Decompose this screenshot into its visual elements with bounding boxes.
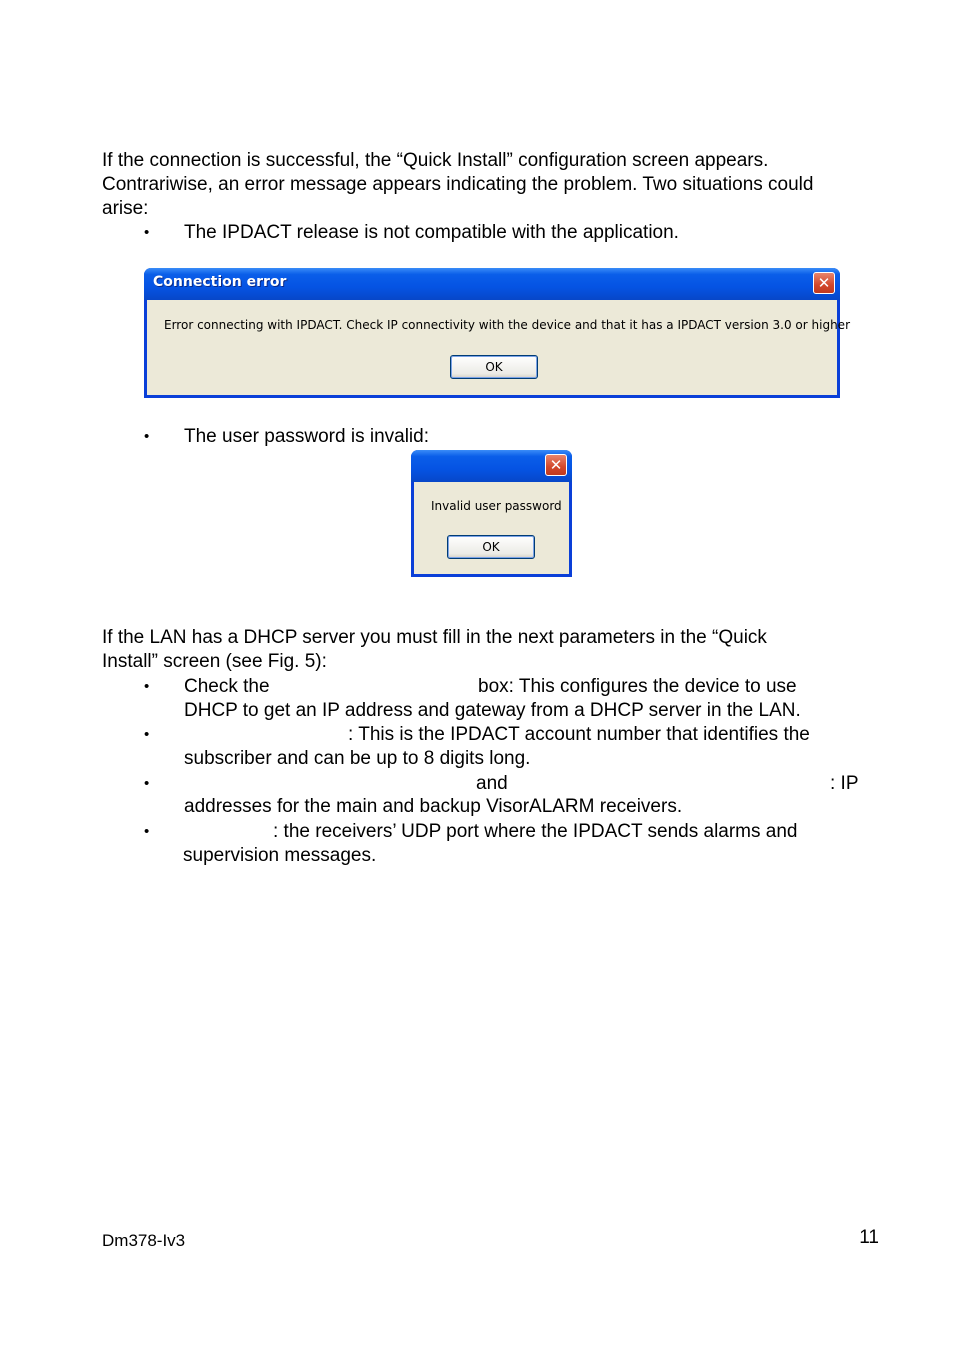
param-4-text-b: supervision messages. [183, 845, 377, 866]
situation-2-text: The user password is invalid: [184, 426, 429, 447]
bullet: • [144, 775, 150, 792]
dhcp-intro-line-2: Install” screen (see Fig. 5): [102, 651, 327, 672]
param-1-text-b: box: This configures the device to use [478, 676, 797, 697]
dialog-title: Connection error [153, 274, 287, 290]
dialog-message: Invalid user password [431, 499, 562, 513]
param-1-text-a: Check the [184, 676, 270, 697]
bullet: • [144, 678, 150, 695]
param-2-text-a: : This is the IPDACT account number that identifies the [348, 724, 810, 745]
param-2-text-b: subscriber and can be up to 8 digits long. [184, 748, 531, 769]
situation-1-text: The IPDACT release is not compatible with the application. [184, 222, 679, 243]
intro-line-2: Contrariwise, an error message appears indicating the problem. Two situations could [102, 174, 814, 195]
intro-line-3: arise: [102, 198, 149, 219]
ok-button[interactable]: OK [447, 535, 535, 559]
param-3-text-a: and [476, 773, 508, 794]
param-3-text-c: addresses for the main and backup VisorALARM receivers. [184, 796, 683, 817]
intro-line-1: If the connection is successful, the “Quick Install” configuration screen appears. [102, 150, 769, 171]
dhcp-intro-line-1: If the LAN has a DHCP server you must fill in the next parameters in the “Quick [102, 627, 767, 648]
param-3-text-b: : IP [830, 773, 859, 794]
connection-error-dialog [144, 268, 850, 398]
dialog-message: Error connecting with IPDACT. Check IP connectivity with the device and that it has a IPDACT version 3.0 or higher [164, 318, 850, 332]
param-4-text-a: : the receivers’ UDP port where the IPDACT sends alarms and [273, 821, 798, 842]
ok-button[interactable]: OK [450, 355, 538, 379]
close-button[interactable]: ✕ [813, 272, 835, 294]
invalid-password-dialog [411, 450, 572, 577]
bullet: • [144, 823, 150, 840]
dialog-titlebar [411, 450, 572, 482]
param-1-text-c: DHCP to get an IP address and gateway from a DHCP server in the LAN. [184, 700, 801, 721]
dialog-titlebar [144, 268, 840, 300]
footer-doc-id: Dm378-Iv3 [102, 1231, 186, 1250]
bullet: • [144, 224, 150, 241]
bullet: • [144, 726, 150, 743]
page-number: 11 [859, 1227, 879, 1248]
bullet: • [144, 428, 150, 445]
close-button[interactable]: ✕ [545, 454, 567, 476]
